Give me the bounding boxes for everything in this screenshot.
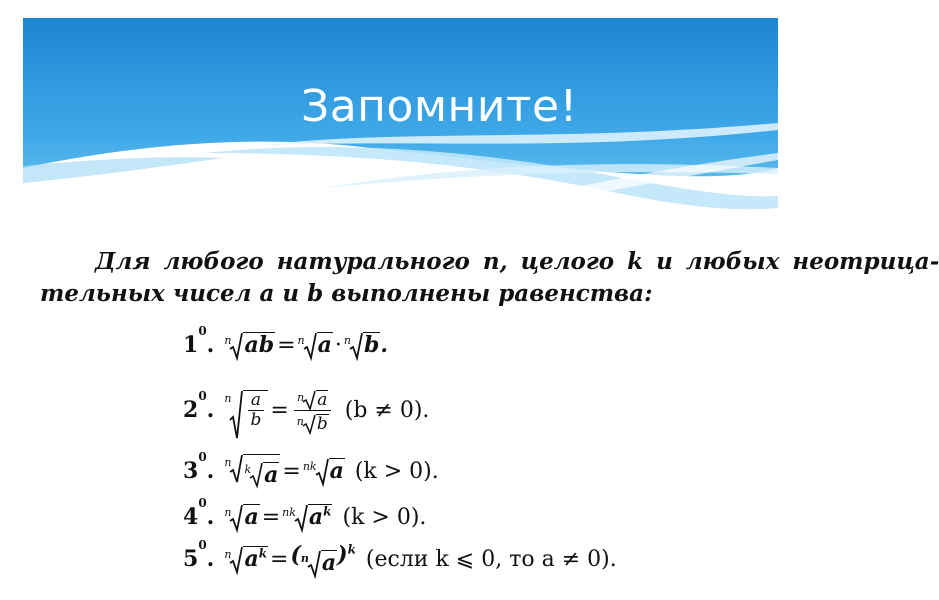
root-nk-ak: nk $a^k$ [282, 504, 332, 531]
root-a: n a [297, 332, 332, 359]
intro-line-1: Для любого натурального n, целого k и любых неотрица- [95, 248, 939, 275]
formula-1: $1^0$. n ab = n a · n b . [183, 323, 389, 359]
root-nk-a: nk a [302, 458, 344, 485]
fraction-of-roots: n a n b [294, 387, 332, 433]
formula-3: $3^0$. n k a = nk a (k > 0). [183, 449, 439, 489]
root-ab: n ab [224, 332, 275, 359]
root-ak: n $a^k$ [224, 546, 268, 573]
formula-label: $5^0$. [183, 537, 215, 572]
slide-title: Запомните! [301, 81, 578, 132]
formula-condition: (если k ⩽ 0, то a ≠ 0). [365, 546, 617, 572]
formula-label: $3^0$. [183, 449, 215, 484]
slide-header [23, 18, 778, 233]
root-a: n a [224, 504, 259, 531]
formula-condition: (b ≠ 0). [344, 397, 430, 423]
formula-label: $2^0$. [183, 388, 215, 423]
formula-5: $5^0$. n $a^k$ = ( n a )$^k$ (если k ⩽ 0, то a ≠ 0). [183, 537, 617, 577]
formula-condition: (k > 0). [354, 458, 439, 484]
formula-condition: (k > 0). [342, 504, 427, 530]
intro-line-2: тельных чисел a и b выполнены равенства: [40, 280, 653, 307]
formula-2: $2^0$. n $\frac{a}{b}$ = n a n b (b ≠ 0). [183, 380, 429, 440]
nested-root: n k a [224, 456, 279, 489]
formula-4: $4^0$. n a = nk $a^k$ (k > 0). [183, 495, 427, 531]
root-b: n b [343, 332, 380, 359]
power-of-root: ( n a )$^k$ [290, 542, 356, 577]
formula-label: $1^0$. [183, 323, 215, 358]
root-fraction: n $\frac{a}{b}$ [224, 390, 268, 430]
formula-label: $4^0$. [183, 495, 215, 530]
